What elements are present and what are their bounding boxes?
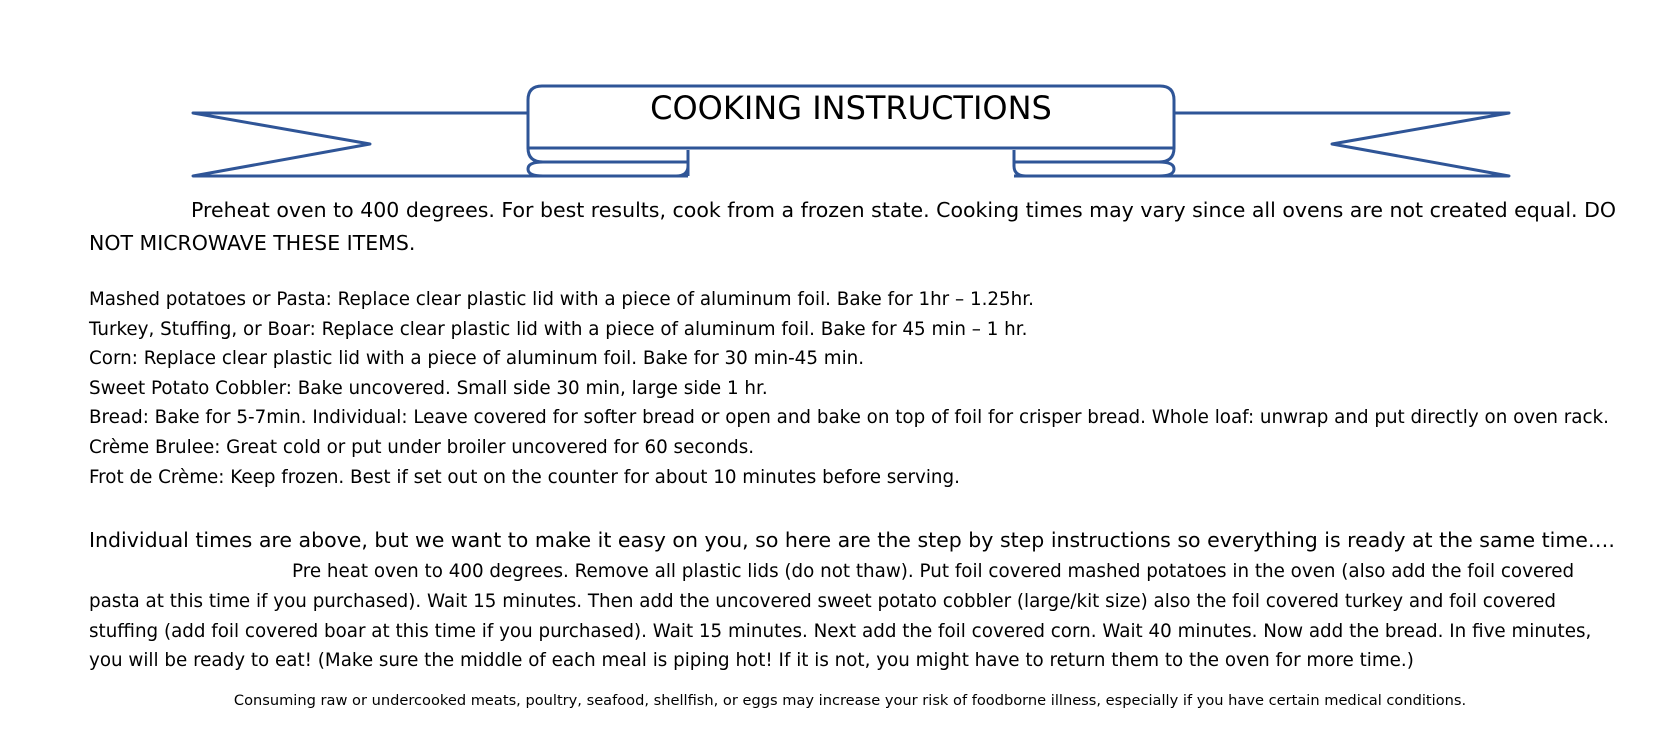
step-by-step-text: Pre heat oven to 400 degrees. Remove all plastic lids (do not thaw). Put foil covered mashed potatoes in the oven (also add the foil covered pasta at this time if you purchased). Wait 15 minutes. Then add the uncovered sweet potato cobbler (large/kit size) also the foil covered turkey and foil covered stuffing (add foil covered boar at this time if you purchased). Wait 15 minutes. Next add the foil covered corn. Wait 40 minutes. Now add the bread. In five minutes, you will be ready to eat! (Make sure the middle of each meal is piping hot! If it is not, you might have to return them to the oven for more time.)	[89, 561, 1592, 672]
step-by-step-paragraph	[89, 557, 1619, 676]
item-instructions-list	[89, 285, 1649, 492]
list-item: Sweet Potato Cobbler: Bake uncovered. Small side 30 min, large side 1 hr.	[89, 377, 768, 399]
sequence-heading: Individual times are above, but we want to make it easy on you, so here are the step by step instructions so everything is ready at the same time….	[89, 528, 1615, 552]
intro-paragraph	[89, 194, 1629, 260]
food-safety-disclaimer: Consuming raw or undercooked meats, poultry, seafood, shellfish, or eggs may increase your risk of foodborne illness, especially if you have certain medical conditions.	[233, 692, 1467, 709]
list-item: Bread: Bake for 5-7min. Individual: Leave covered for softer bread or open and bake on top of foil for crisper bread. Whole loaf: unwrap and put directly on oven rack.	[89, 407, 1609, 429]
list-item: Frot de Crème: Keep frozen. Best if set out on the counter for about 10 minutes before serving.	[89, 466, 960, 488]
list-item: Mashed potatoes or Pasta: Replace clear plastic lid with a piece of aluminum foil. Bake for 1hr – 1.25hr.	[89, 289, 1034, 310]
list-item: Turkey, Stuffing, or Boar: Replace clear plastic lid with a piece of aluminum foil. Bake for 45 min – 1 hr.	[89, 318, 1028, 340]
list-item: Crème Brulee: Great cold or put under broiler uncovered for 60 seconds.	[89, 436, 755, 458]
list-item: Corn: Replace clear plastic lid with a piece of aluminum foil. Bake for 30 min-45 min.	[89, 348, 865, 370]
intro-text: Preheat oven to 400 degrees. For best results, cook from a frozen state. Cooking times may vary since all ovens are not created equal. DO NOT MICROWAVE THESE ITEMS.	[89, 198, 1617, 255]
page-title: COOKING INSTRUCTIONS	[650, 89, 1052, 127]
